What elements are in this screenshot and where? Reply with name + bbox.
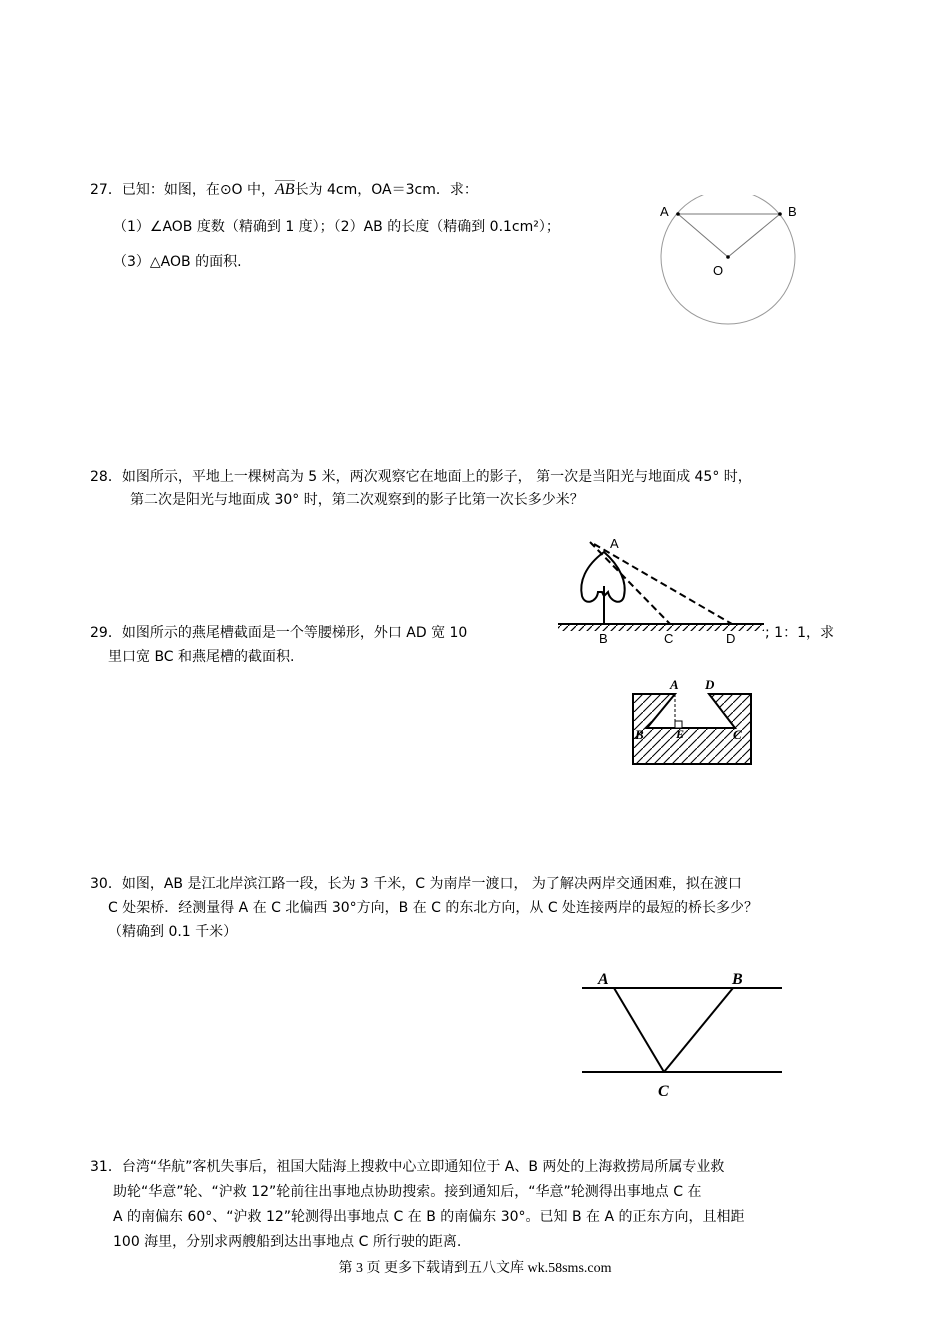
tree-b-label: B <box>599 631 608 646</box>
q30-line1: 30．如图，AB 是江北岸滨江路一段，长为 3 千米，C 为南岸一渡口， 为了解决两岸交通困难，拟在渡口 <box>90 876 742 892</box>
tree-d-label: D <box>726 631 736 646</box>
q31-line1: 31．台湾“华航”客机失事后，祖国大陆海上搜救中心立即通知位于 A、B 两处的上海救捞局所属专业救 <box>90 1159 725 1175</box>
arc-ab-label: AB <box>275 181 295 198</box>
q31-line4: 100 海里，分别求两艘船到达出事地点 C 所行驶的距离. <box>113 1234 462 1250</box>
tree-a-label: A <box>610 536 619 551</box>
tree-crown <box>581 552 624 602</box>
q30-river-figure <box>578 962 790 1102</box>
ground-hatching <box>558 624 764 631</box>
q29-line2: 里口宽 BC 和燕尾槽的截面积. <box>108 649 295 665</box>
river-a-label: A <box>598 971 609 988</box>
q31-line3: A 的南偏东 60°、“沪救 12”轮测得出事地点 C 在 B 的南偏东 30°。已知 B 在 A 的正东方向，且相距 <box>113 1209 745 1225</box>
river-b-label: B <box>732 971 743 988</box>
radius-ob <box>728 214 780 257</box>
dovetail-b-label: B <box>635 727 644 742</box>
q30-line2: C 处架桥．经测量得 A 在 C 北偏西 30°方向，B 在 C 的东北方向，从 C 处连接两岸的最短的桥长多少？ <box>108 900 759 916</box>
point-a-label: A <box>660 204 669 219</box>
q27-circle-figure <box>650 195 820 330</box>
radius-oa <box>678 214 728 257</box>
q28-line2: 第二次是阳光与地面成 30° 时，第二次观察到的影子比第一次长多少米？ <box>130 492 584 508</box>
q27-line2: （1）∠AOB 度数（精确到 1 度）；（2）AB 的长度（精确到 0.1cm²）； <box>113 219 560 235</box>
q29-line1-right: ; 1：1，求 <box>765 625 834 641</box>
page-footer: 第 3 页 更多下载请到五八文库 wk.58sms.com <box>338 1261 612 1276</box>
q27-line3: （3）△AOB 的面积. <box>113 254 242 270</box>
q28-line1: 28．如图所示，平地上一棵树高为 5 米，两次观察它在地面上的影子， 第一次是当阳光与地面成 45° 时， <box>90 469 752 485</box>
q29-dovetail-figure <box>625 676 755 768</box>
point-o-label: O <box>713 263 724 278</box>
point-b-label: B <box>788 204 797 219</box>
q29-line1-left: 29．如图所示的燕尾槽截面是一个等腰梯形，外口 AD 宽 10 <box>90 625 468 641</box>
tree-c-label: C <box>664 631 674 646</box>
line-bc <box>664 988 733 1072</box>
dovetail-d-label: D <box>705 677 715 692</box>
q27-line1: 27．已知：如图，在⊙O 中，AB长为 4cm，OA＝3cm．求： <box>90 181 478 198</box>
q28-tree-figure <box>552 530 764 646</box>
dovetail-a-label: A <box>670 677 679 692</box>
dovetail-e-label: E <box>676 727 685 741</box>
line-ac <box>614 988 664 1072</box>
q30-line3: （精确到 0.1 千米） <box>108 924 238 940</box>
dovetail-c-label: C <box>733 727 742 742</box>
q31-line2: 助轮“华意”轮、“沪救 12”轮前往出事地点协助搜索。接到通知后，“华意”轮测得出事地点 C 在 <box>113 1184 702 1200</box>
river-c-label: C <box>658 1083 669 1100</box>
